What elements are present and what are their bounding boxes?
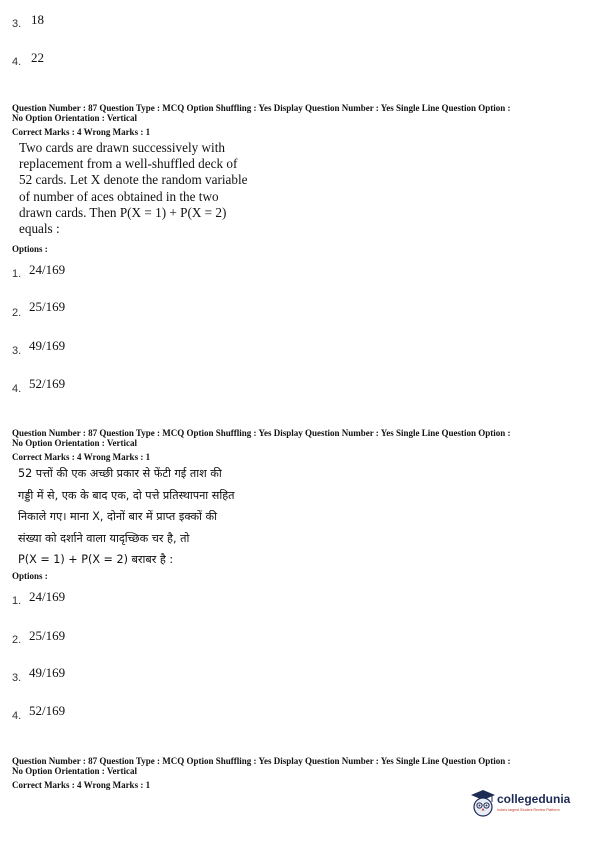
question-text-line: 52 cards. Let X denote the random variable (19, 172, 248, 188)
question-text-line: of number of aces obtained in the two (19, 188, 219, 204)
question-text (19, 140, 269, 237)
options-label: Options : (12, 571, 48, 581)
question-meta-line1: Question Number : 87 Question Type : MCQ Option Shuffling : Yes Display Question Number : Yes Single Line Question Option : (12, 428, 511, 438)
question-marks: Correct Marks : 4 Wrong Marks : 1 (12, 780, 151, 790)
question-text-line: संख्या को दर्शाने वाला यादृच्छिक चर है, तो (18, 531, 190, 545)
question-meta-line1: Question Number : 87 Question Type : MCQ Option Shuffling : Yes Display Question Number : Yes Single Line Question Option : (12, 756, 511, 766)
option-text[interactable]: 25/169 (29, 628, 66, 643)
question-text-line: P(X = 1) + P(X = 2) बराबर है : (18, 553, 174, 566)
option-text: 22 (31, 50, 44, 65)
question-marks: Correct Marks : 4 Wrong Marks : 1 (12, 452, 151, 462)
question-text-line: equals : (19, 221, 60, 237)
option-text[interactable]: 24/169 (29, 589, 66, 604)
question-meta-line2: No Option Orientation : Vertical (12, 113, 137, 123)
option-number: 3. (12, 18, 22, 30)
option-text[interactable]: 25/169 (29, 299, 66, 314)
question-meta-line1: Question Number : 87 Question Type : MCQ Option Shuffling : Yes Display Question Number : Yes Single Line Question Option : (12, 103, 511, 113)
options-label: Options : (12, 244, 48, 254)
logo-tagline: India's largest Student Review Platform (497, 808, 560, 812)
option-number: 3. (12, 345, 22, 357)
question-text-line: drawn cards. Then P(X = 1) + P(X = 2) (19, 204, 227, 220)
option-text: 18 (31, 12, 44, 27)
question-text-line: 52 पत्तों की एक अच्छी प्रकार से फेंटी गई ताश की (18, 467, 222, 480)
question-text-line: निकाले गए। माना X, दोनों बार में प्राप्त इक्कों की (18, 510, 217, 523)
option-number: 2. (12, 307, 22, 319)
option-text[interactable]: 24/169 (29, 262, 66, 277)
option-text[interactable]: 49/169 (29, 665, 66, 680)
option-number: 2. (12, 634, 22, 646)
question-meta-line2: No Option Orientation : Vertical (12, 766, 137, 776)
option-number: 1. (12, 268, 22, 280)
question-text-line: replacement from a well-shuffled deck of (19, 156, 238, 172)
question-marks: Correct Marks : 4 Wrong Marks : 1 (12, 127, 151, 137)
logo-wordmark: collegedunia (497, 792, 571, 806)
collegedunia-logo[interactable] (470, 789, 580, 819)
graduate-owl-icon (470, 789, 496, 817)
option-text[interactable]: 49/169 (29, 338, 66, 353)
option-text[interactable]: 52/169 (29, 376, 66, 391)
question-text-line: Two cards are drawn successively with (19, 140, 225, 155)
option-text[interactable]: 52/169 (29, 703, 66, 718)
option-number: 4. (12, 383, 22, 395)
option-number: 4. (12, 56, 22, 68)
question-meta-line2: No Option Orientation : Vertical (12, 438, 137, 448)
option-number: 3. (12, 672, 22, 684)
option-number: 4. (12, 710, 22, 722)
question-text (18, 463, 268, 571)
option-number: 1. (12, 595, 22, 607)
question-text-line: गड्डी में से, एक के बाद एक, दो पत्ते प्रतिस्थापना सहित (18, 488, 235, 502)
